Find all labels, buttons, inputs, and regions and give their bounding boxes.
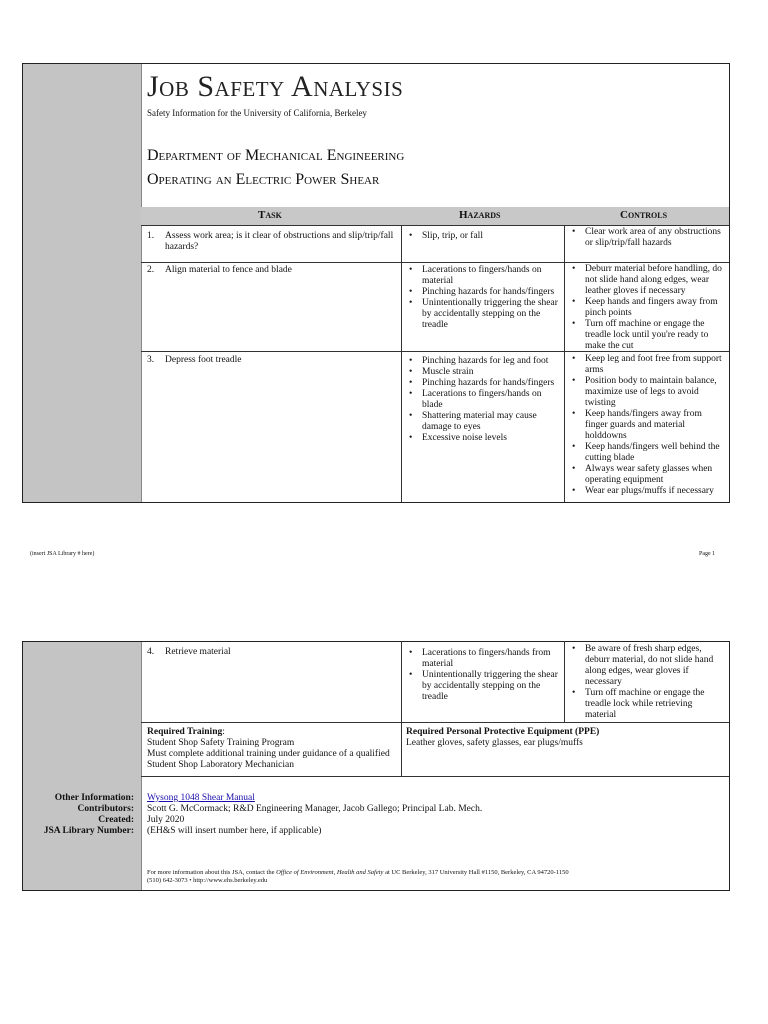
ehs-office-name: Office of Environment, Health and Safety bbox=[276, 869, 384, 876]
row-divider bbox=[141, 262, 729, 263]
column-divider bbox=[564, 641, 565, 722]
required-training bbox=[147, 727, 399, 771]
column-header-task: Task bbox=[258, 209, 282, 221]
contact-line bbox=[147, 869, 569, 877]
hazard-item: • Lacerations to fingers/hands on material bbox=[406, 265, 562, 287]
control-item: • Deburr material before handling, do not slide hand along edges, wear leather gloves if necessary bbox=[569, 264, 725, 297]
task-number: 3. bbox=[147, 355, 155, 365]
page-title: Job Safety Analysis bbox=[147, 70, 404, 103]
hazards-cell bbox=[406, 265, 562, 331]
page-number: Page 1 bbox=[699, 551, 716, 557]
hazards-cell bbox=[406, 648, 562, 703]
hazard-item: • Pinching hazards for leg and foot bbox=[406, 356, 562, 367]
control-item: • Turn off machine or engage the treadle lock while retrieving material bbox=[569, 688, 725, 721]
required-ppe bbox=[406, 727, 726, 749]
created-label: Created: bbox=[98, 815, 134, 825]
training-label: Required Training bbox=[147, 727, 223, 737]
library-number-label: JSA Library Number: bbox=[43, 826, 134, 836]
column-divider bbox=[564, 225, 565, 502]
controls-cell bbox=[569, 354, 725, 497]
table-row bbox=[147, 647, 397, 658]
other-info-label: Other Information: bbox=[54, 793, 134, 803]
page2-sidebar bbox=[23, 642, 142, 890]
contact-prefix: For more information about this JSA, contact the bbox=[147, 869, 277, 876]
column-header-controls: Controls bbox=[620, 209, 668, 221]
training-line: Student Shop Safety Training Program bbox=[147, 738, 295, 748]
ppe-value: Leather gloves, safety glasses, ear plugs/muffs bbox=[406, 738, 583, 748]
table-row bbox=[147, 265, 397, 276]
hazard-item: • Muscle strain bbox=[406, 367, 562, 378]
hazard-item: • Shattering material may cause damage to eyes bbox=[406, 411, 562, 433]
controls-cell bbox=[569, 227, 725, 249]
table-row bbox=[147, 231, 397, 253]
task-number: 2. bbox=[147, 265, 155, 275]
library-number-value: (EH&S will insert number here, if applicable) bbox=[147, 826, 322, 836]
control-item: • Turn off machine or engage the treadle lock until you're ready to make the cut bbox=[569, 319, 725, 352]
shear-manual-link[interactable]: Wysong 1048 Shear Manual bbox=[147, 793, 255, 803]
training-line: Student Shop Laboratory Mechanician bbox=[147, 760, 294, 770]
training-colon: : bbox=[222, 727, 225, 737]
hazard-item: • Lacerations to fingers/hands from material bbox=[406, 648, 562, 670]
contributors-value: Scott G. McCormack; R&D Engineering Manager, Jacob Gallego; Principal Lab. Mech. bbox=[147, 804, 483, 814]
column-divider bbox=[401, 641, 402, 722]
control-item: • Keep hands/fingers well behind the cutting blade bbox=[569, 442, 725, 464]
controls-cell bbox=[569, 264, 725, 352]
column-divider bbox=[401, 225, 402, 502]
department-name: Department of Mechanical Engineering bbox=[147, 147, 405, 164]
control-item: • Keep leg and foot free from support arms bbox=[569, 354, 725, 376]
hazard-item: • Excessive noise levels bbox=[406, 433, 562, 444]
task-text: Align material to fence and blade bbox=[165, 265, 292, 275]
row-divider bbox=[141, 722, 729, 723]
control-item: • Wear ear plugs/muffs if necessary bbox=[569, 486, 725, 497]
control-item: • Position body to maintain balance, maximize use of legs to avoid twisting bbox=[569, 376, 725, 409]
jsa-library-placeholder: (insert JSA Library # here) bbox=[30, 551, 95, 557]
training-line: Must complete additional training under guidance of a qualified bbox=[147, 749, 390, 759]
hazard-item: • Lacerations to fingers/hands on blade bbox=[406, 389, 562, 411]
hazard-item: • Pinching hazards for hands/fingers bbox=[406, 287, 562, 298]
created-value: July 2020 bbox=[147, 815, 185, 825]
ppe-label: Required Personal Protective Equipment (PPE) bbox=[406, 727, 600, 737]
page-subtitle: Safety Information for the University of California, Berkeley bbox=[147, 108, 367, 118]
hazard-item: • Unintentionally triggering the shear by accidentally stepping on the treadle bbox=[406, 298, 562, 331]
row-divider bbox=[141, 225, 729, 226]
control-item: • Keep hands/fingers away from finger guards and material holddowns bbox=[569, 409, 725, 442]
task-number: 4. bbox=[147, 647, 155, 657]
contact-phone-web: (510) 642-3073 • http://www.ehs.berkeley.edu bbox=[147, 877, 268, 884]
task-text: Assess work area; is it clear of obstructions and slip/trip/fall hazards? bbox=[165, 231, 394, 252]
control-item: • Always wear safety glasses when operating equipment bbox=[569, 464, 725, 486]
controls-cell bbox=[569, 644, 725, 721]
row-divider bbox=[141, 776, 729, 777]
operation-name: Operating an Electric Power Shear bbox=[147, 171, 380, 188]
task-number: 1. bbox=[147, 231, 155, 241]
control-item: • Clear work area of any obstructions or slip/trip/fall hazards bbox=[569, 227, 725, 249]
page1-sidebar bbox=[23, 64, 142, 502]
task-text: Retrieve material bbox=[165, 647, 231, 657]
hazard-item: • Pinching hazards for hands/fingers bbox=[406, 378, 562, 389]
contributors-label: Contributors: bbox=[77, 804, 134, 814]
control-item: • Be aware of fresh sharp edges, deburr material, do not slide hand along edges, wear gloves if necessary bbox=[569, 644, 725, 688]
hazard-item: • Slip, trip, or fall bbox=[406, 231, 562, 242]
column-header-hazards: Hazards bbox=[459, 209, 501, 221]
contact-address: at UC Berkeley, 317 University Hall #1150, Berkeley, CA 94720-1150 bbox=[383, 869, 569, 876]
table-row bbox=[147, 355, 397, 366]
task-text: Depress foot treadle bbox=[165, 355, 242, 365]
hazards-cell bbox=[406, 356, 562, 444]
column-divider bbox=[401, 722, 402, 776]
control-item: • Keep hands and fingers away from pinch points bbox=[569, 297, 725, 319]
hazard-item: • Unintentionally triggering the shear by accidentally stepping on the treadle bbox=[406, 670, 562, 703]
hazards-cell bbox=[406, 231, 562, 242]
